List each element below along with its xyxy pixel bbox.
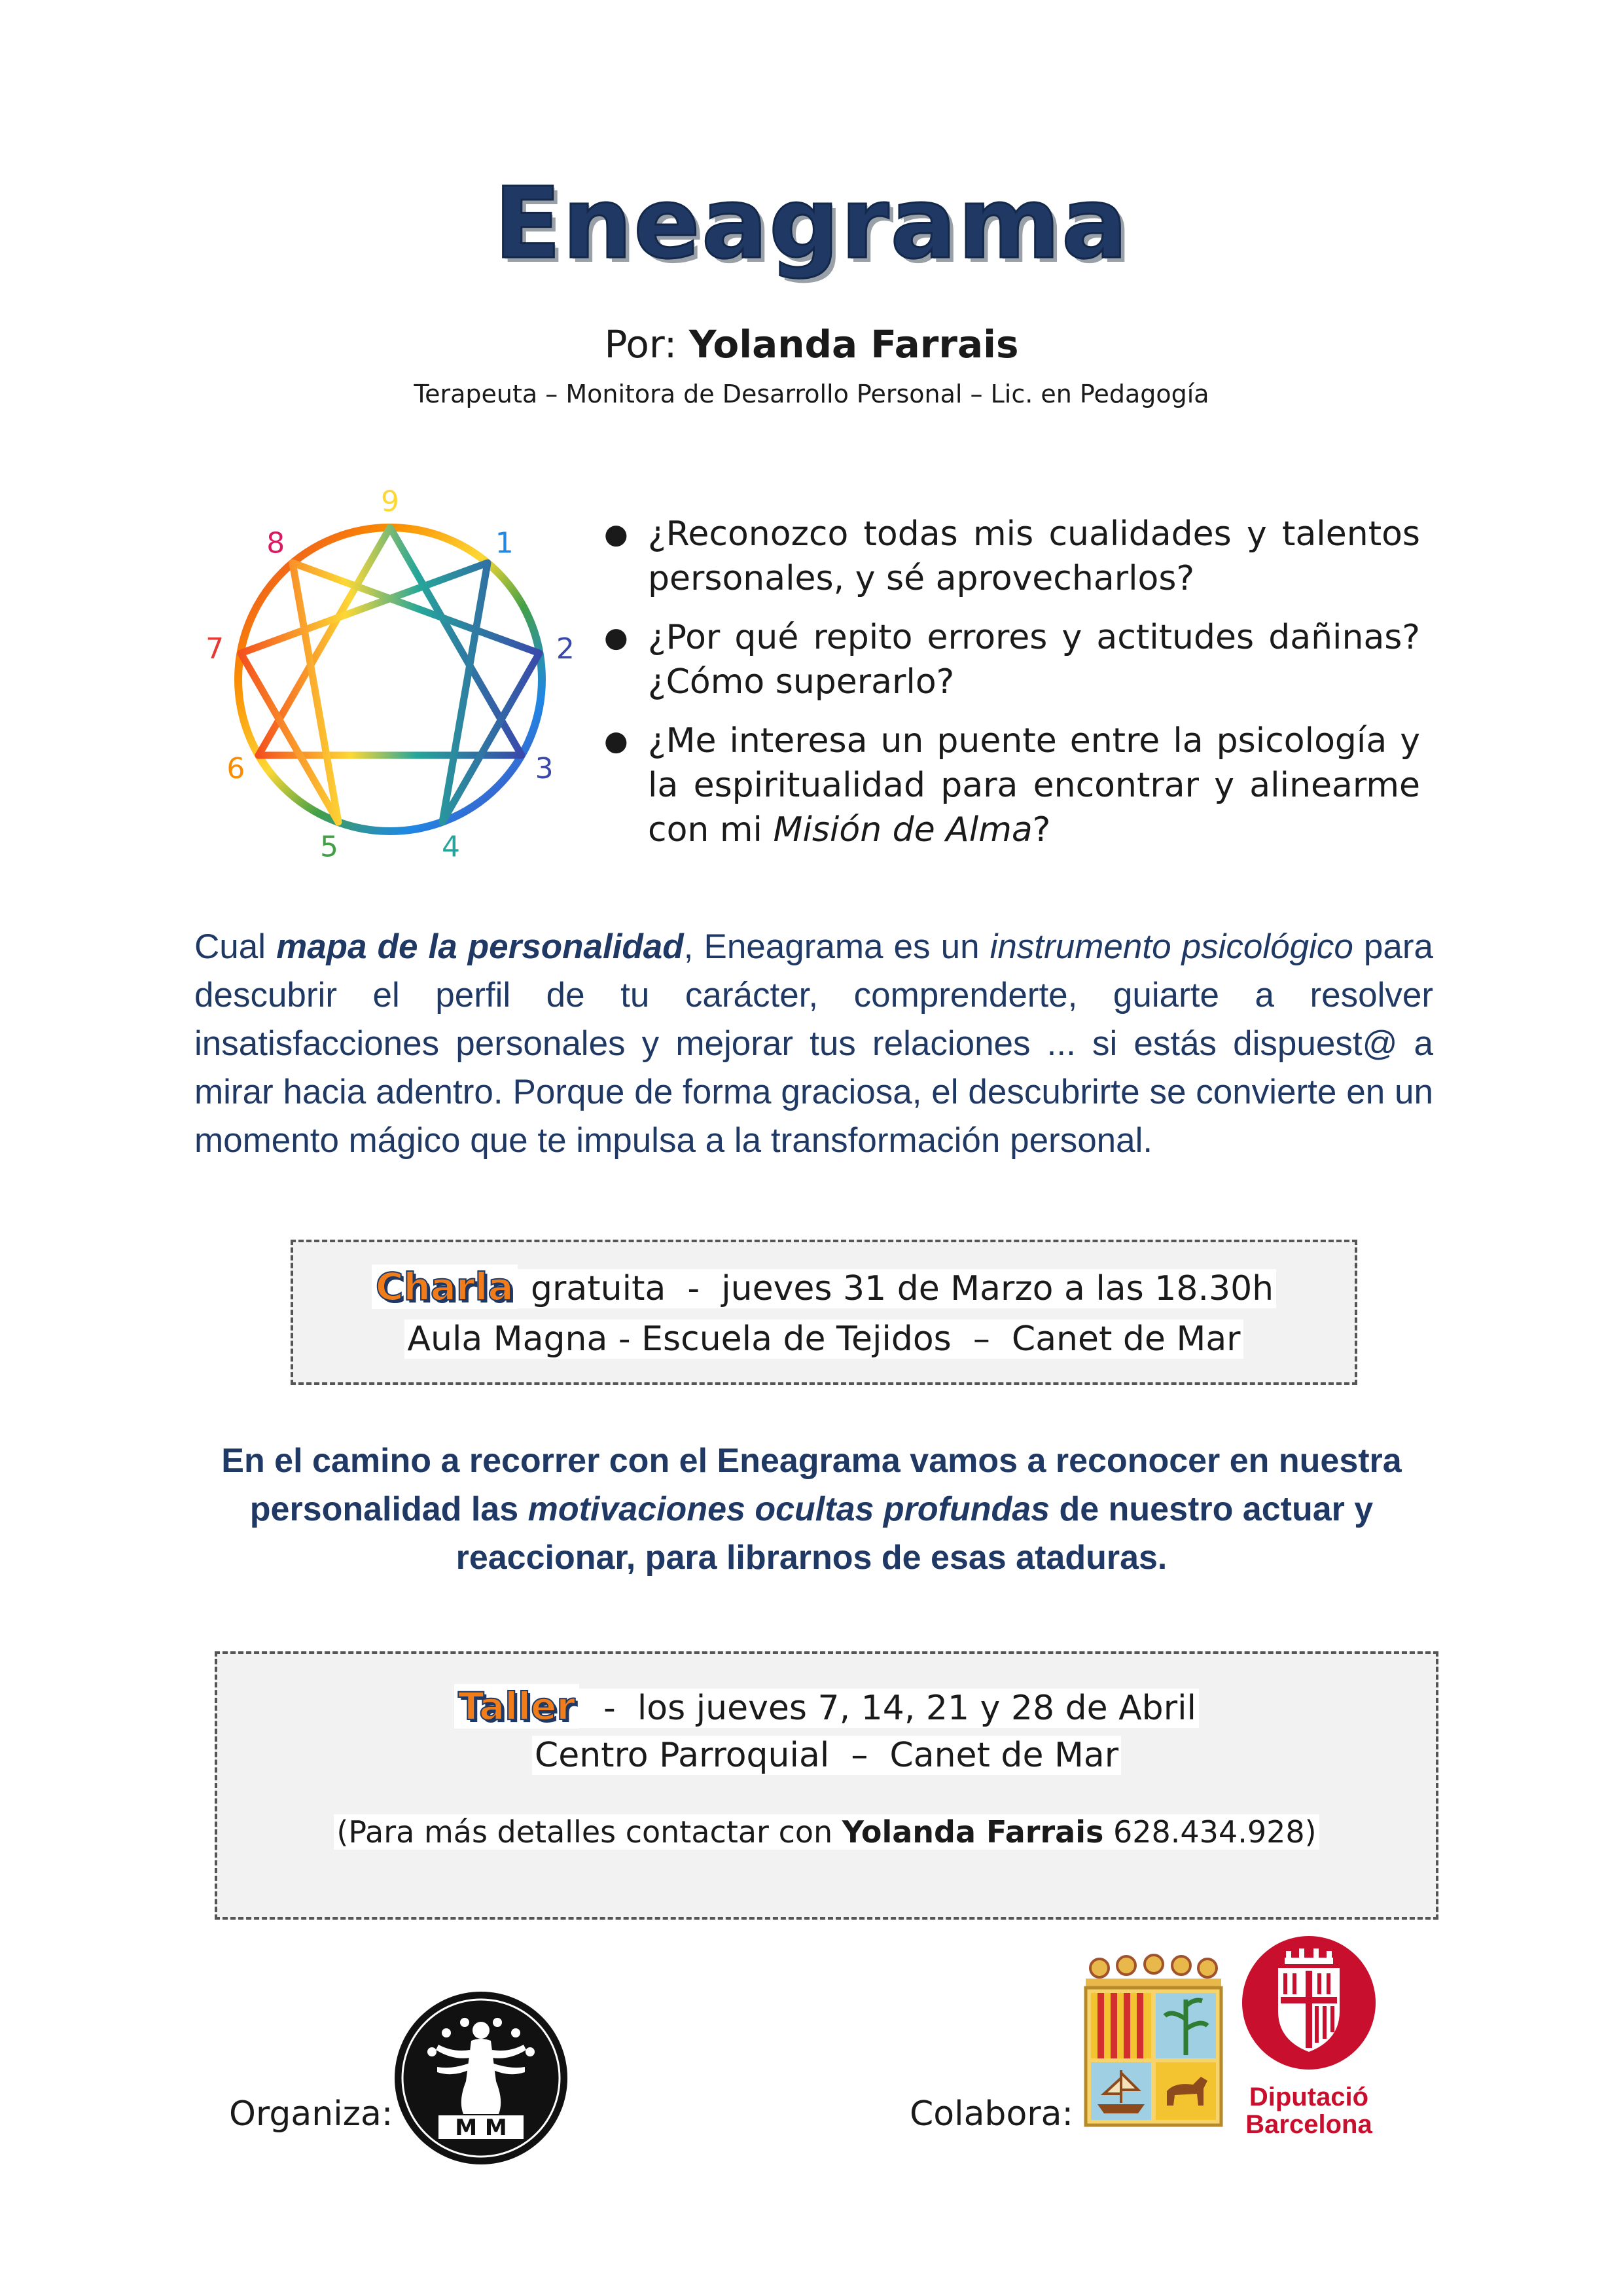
byline-prefix: Por: — [604, 322, 677, 367]
mm-organizer-logo — [393, 1990, 569, 2166]
enneagram-number-5: 5 — [320, 830, 338, 864]
enneagram-number-6: 6 — [226, 752, 245, 785]
motivation-text: de nuestro actuar y reaccionar, para librarnos de esas ataduras. — [455, 1490, 1374, 1577]
contact-prefix: (Para más detalles contactar con — [336, 1814, 842, 1850]
enneagram-number-9: 9 — [381, 485, 399, 518]
question-text — [648, 721, 1420, 850]
charla-date: gratuita - jueves 31 de Marzo a las 18.30h — [518, 1269, 1277, 1308]
enneagram-number-3: 3 — [535, 752, 554, 785]
question-item — [592, 512, 1420, 601]
motivation-paragraph — [196, 1437, 1427, 1582]
taller-location-line — [217, 1736, 1436, 1775]
diputacio-barcelona-logo — [1234, 1934, 1384, 2144]
enneagram-ring — [238, 528, 542, 831]
author-byline — [0, 322, 1623, 367]
enneagram-number-7: 7 — [205, 632, 224, 666]
author-credentials: Terapeuta – Monitora de Desarrollo Personal – Lic. en Pedagogía — [414, 380, 1209, 408]
diba-name-line1: Diputació — [1249, 2083, 1369, 2111]
enneagram-number-8: 8 — [266, 526, 285, 560]
contact-name: Yolanda Farrais — [842, 1814, 1104, 1850]
contact-info — [334, 1814, 1319, 1850]
intro-emphasis-bold: mapa de la personalidad — [276, 927, 684, 966]
enneagram-number-1: 1 — [495, 526, 514, 560]
enneagram-hexad — [241, 563, 539, 822]
taller-dates: - los jueves 7, 14, 21 y 28 de Abril — [579, 1689, 1199, 1728]
taller-location: Centro Parroquial – Canet de Mar — [532, 1736, 1121, 1775]
bullet-icon: ● — [604, 725, 628, 757]
intro-text: Cual — [194, 927, 277, 966]
charla-location-line — [293, 1319, 1355, 1359]
taller-label: Taller — [454, 1684, 579, 1729]
questions-list — [592, 512, 1420, 867]
author-name: Yolanda Farrais — [688, 322, 1019, 367]
canet-coat-of-arms-logo — [1083, 1954, 1224, 2127]
organiza-label: Organiza: — [229, 2094, 393, 2134]
enneagram-number-2: 2 — [556, 632, 575, 666]
motivation-emphasis: motivaciones ocultas profundas — [527, 1490, 1050, 1528]
diba-name-line2: Barcelona — [1245, 2110, 1372, 2139]
question-text-end: ? — [1032, 810, 1051, 850]
contact-phone: 628.434.928) — [1103, 1814, 1317, 1850]
question-text: ¿Por qué repito errores y actitudes dañinas? ¿Cómo superarlo? — [648, 618, 1420, 702]
intro-emphasis-italic: instrumento psicológico — [990, 927, 1353, 966]
charla-location: Aula Magna - Escuela de Tejidos – Canet de Mar — [404, 1319, 1243, 1359]
taller-date-line — [217, 1684, 1436, 1729]
question-text-start: ¿Me interesa un puente entre la psicología y la espiritualidad para encontrar y alinearme con mi — [648, 721, 1420, 850]
charla-event-box — [291, 1240, 1357, 1385]
bullet-icon: ● — [604, 621, 628, 653]
mm-logo-text: M M — [455, 2115, 507, 2141]
charla-date-line — [293, 1265, 1355, 1309]
question-text: ¿Reconozco todas mis cualidades y talentos personales, y sé aprovecharlos? — [648, 514, 1420, 598]
taller-event-box — [215, 1651, 1438, 1920]
motivation-text: En el camino a recorrer con el Eneagrama vamos a reconocer en nuestra personalidad las — [221, 1442, 1402, 1528]
charla-label: Charla — [372, 1265, 518, 1309]
question-emphasis: Misión de Alma — [773, 810, 1033, 850]
poster-title: Eneagrama — [493, 167, 1130, 281]
question-item — [592, 719, 1420, 852]
colabora-label: Colabora: — [910, 2094, 1074, 2134]
enneagram-icon — [196, 471, 589, 877]
intro-text: , Eneagrama es un — [683, 927, 990, 966]
bullet-icon: ● — [604, 518, 628, 550]
intro-text: para descubrir el perfil de tu carácter, comprenderte, guiarte a resolver insatisfacciones personales y mejorar tus relaciones ... si estás dispuest@ a mirar hacia adentro. Porque de forma graciosa, el descubrirte se convierte en un momento mágico que te impulsa a la transformación personal. — [194, 927, 1433, 1160]
intro-paragraph — [194, 923, 1433, 1165]
question-item — [592, 615, 1420, 704]
enneagram-number-4: 4 — [442, 830, 460, 864]
taller-contact-line — [217, 1814, 1436, 1850]
enneagram-numbers — [205, 485, 575, 864]
